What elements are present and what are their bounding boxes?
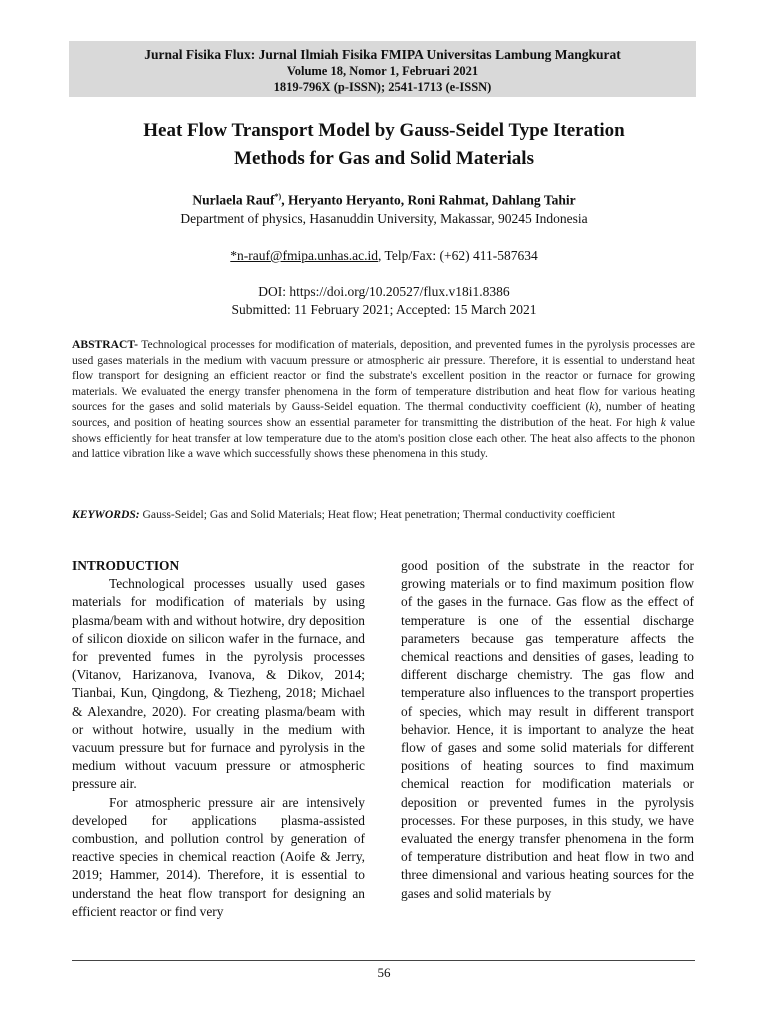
abstract-k-symbol-2: k	[660, 415, 666, 429]
affiliation: Department of physics, Hasanuddin University, Makassar, 90245 Indonesia	[180, 211, 588, 226]
intro-paragraph-continued: good position of the substrate in the reactor for growing materials or to find maximum position flow of the gases in the furnace. Gas flow as the effect of temperature is one of the essential discharge parameters because gas temperature affects the chemical reactions and densities of gases, leading to different discharge chemistry. The gas flow and temperature also influences to the transport properties of species, which may result in different transport behavior. Hence, it is important to analyze the heat flow of gases and some solid materials for different positions of heating sources to find maximum chemical reaction for modification materials or deposition or prevented fumes in the pyrolysis processes. For these purposes, in this study, we have evaluated the energy transfer phenomena in the form of temperature distribution and heat flow in two and three dimensional and various heating sources for the gases and solid materials by	[401, 558, 694, 901]
abstract-text-c: value shows efficiently for heat transfer at low temperature due to the atom's position close each other. The heat also affects to the phonon and lattice vibration like a wave which successfully shows these phenomena in this study.	[72, 415, 695, 461]
title-line-1: Heat Flow Transport Model by Gauss-Seidel Type Iteration	[143, 120, 625, 141]
abstract-text-a: Technological processes for modification of materials, deposition, and prevented fumes in the pyrolysis processes are used gases materials in the medium with vacuum pressure or atmospheric air pressure. Therefore, it is essential to understand heat flow transport for designing an efficient reactor or find the substrate's excellent position in the reactor or furnace for growing materials. We evaluated the energy transfer phenomena in the form of temperature distribution and heat flow for various heating sources for the gases and solid materials by Gauss-Seidel equation. The thermal conductivity coefficient (	[72, 338, 695, 414]
submission-dates: Submitted: 11 February 2021; Accepted: 15 March 2021	[231, 302, 537, 317]
right-column	[401, 557, 694, 903]
contact-phone: , Telp/Fax: (+62) 411-587634	[378, 248, 538, 263]
email-link[interactable]: *n-rauf@fmipa.unhas.ac.id	[230, 248, 379, 263]
co-authors: , Heryanto Heryanto, Roni Rahmat, Dahlang Tahir	[281, 192, 576, 208]
corresponding-mark: *)	[274, 192, 282, 201]
doi[interactable]: DOI: https://doi.org/10.20527/flux.v18i1.8386	[258, 284, 510, 299]
contact-line	[60, 248, 708, 264]
page-number: 56	[377, 965, 391, 980]
volume-issue: Volume 18, Nomor 1, Februari 2021	[286, 64, 479, 78]
corresponding-author: Nurlaela Rauf	[192, 192, 275, 208]
abstract-label: ABSTRACT-	[72, 338, 138, 351]
abstract	[72, 337, 695, 462]
author-list	[60, 192, 708, 209]
intro-paragraph-1: Technological processes usually used gases materials for modification of materials by using plasma/beam with and without hotwire, dry deposition of silicon dioxide on silicon wafer in the furnace, and for prevented fumes in the pyrolysis processes (Vitanov, Harizanova, Ivanova, & Dikov, 2014; Tianbai, Kun, Qingdong, & Tiezheng, 2018; Michael & Alexandre, 2020). For creating plasma/beam with or without hotwire, usually in the medium with vacuum pressure but for furnace and pyrolysis in the medium without vacuum pressure or atmospheric pressure air.	[72, 576, 365, 792]
keywords	[72, 507, 695, 523]
issn: 1819-796X (p-ISSN); 2541-1713 (e-ISSN)	[273, 80, 492, 94]
left-column	[72, 557, 365, 921]
title-line-2: Methods for Gas and Solid Materials	[234, 148, 534, 169]
journal-name: Jurnal Fisika Flux: Jurnal Ilmiah Fisika FMIPA Universitas Lambung Mangkurat	[144, 47, 621, 62]
keywords-text: Gauss-Seidel; Gas and Solid Materials; Heat flow; Heat penetration; Thermal conductivity coefficient	[139, 508, 616, 521]
intro-paragraph-2: For atmospheric pressure air are intensively developed for applications plasma-assisted combustion, and pollution control by generation of reactive species in chemical reaction (Aoife & Jerry, 2019; Hammer, 2014). Therefore, it is essential to understand the heat flow transport for designing an efficient reactor or find very	[72, 794, 365, 919]
introduction-heading: INTRODUCTION	[72, 558, 180, 573]
journal-header	[69, 41, 696, 97]
keywords-label: KEYWORDS:	[72, 508, 140, 521]
article-title	[60, 117, 708, 173]
footer-rule	[72, 960, 695, 961]
abstract-text-b: ), number of heating sources, and position of heating sources show an essential parameter for transmitting the distribution of the heat. For high	[72, 400, 695, 429]
abstract-k-symbol: k	[589, 400, 595, 414]
